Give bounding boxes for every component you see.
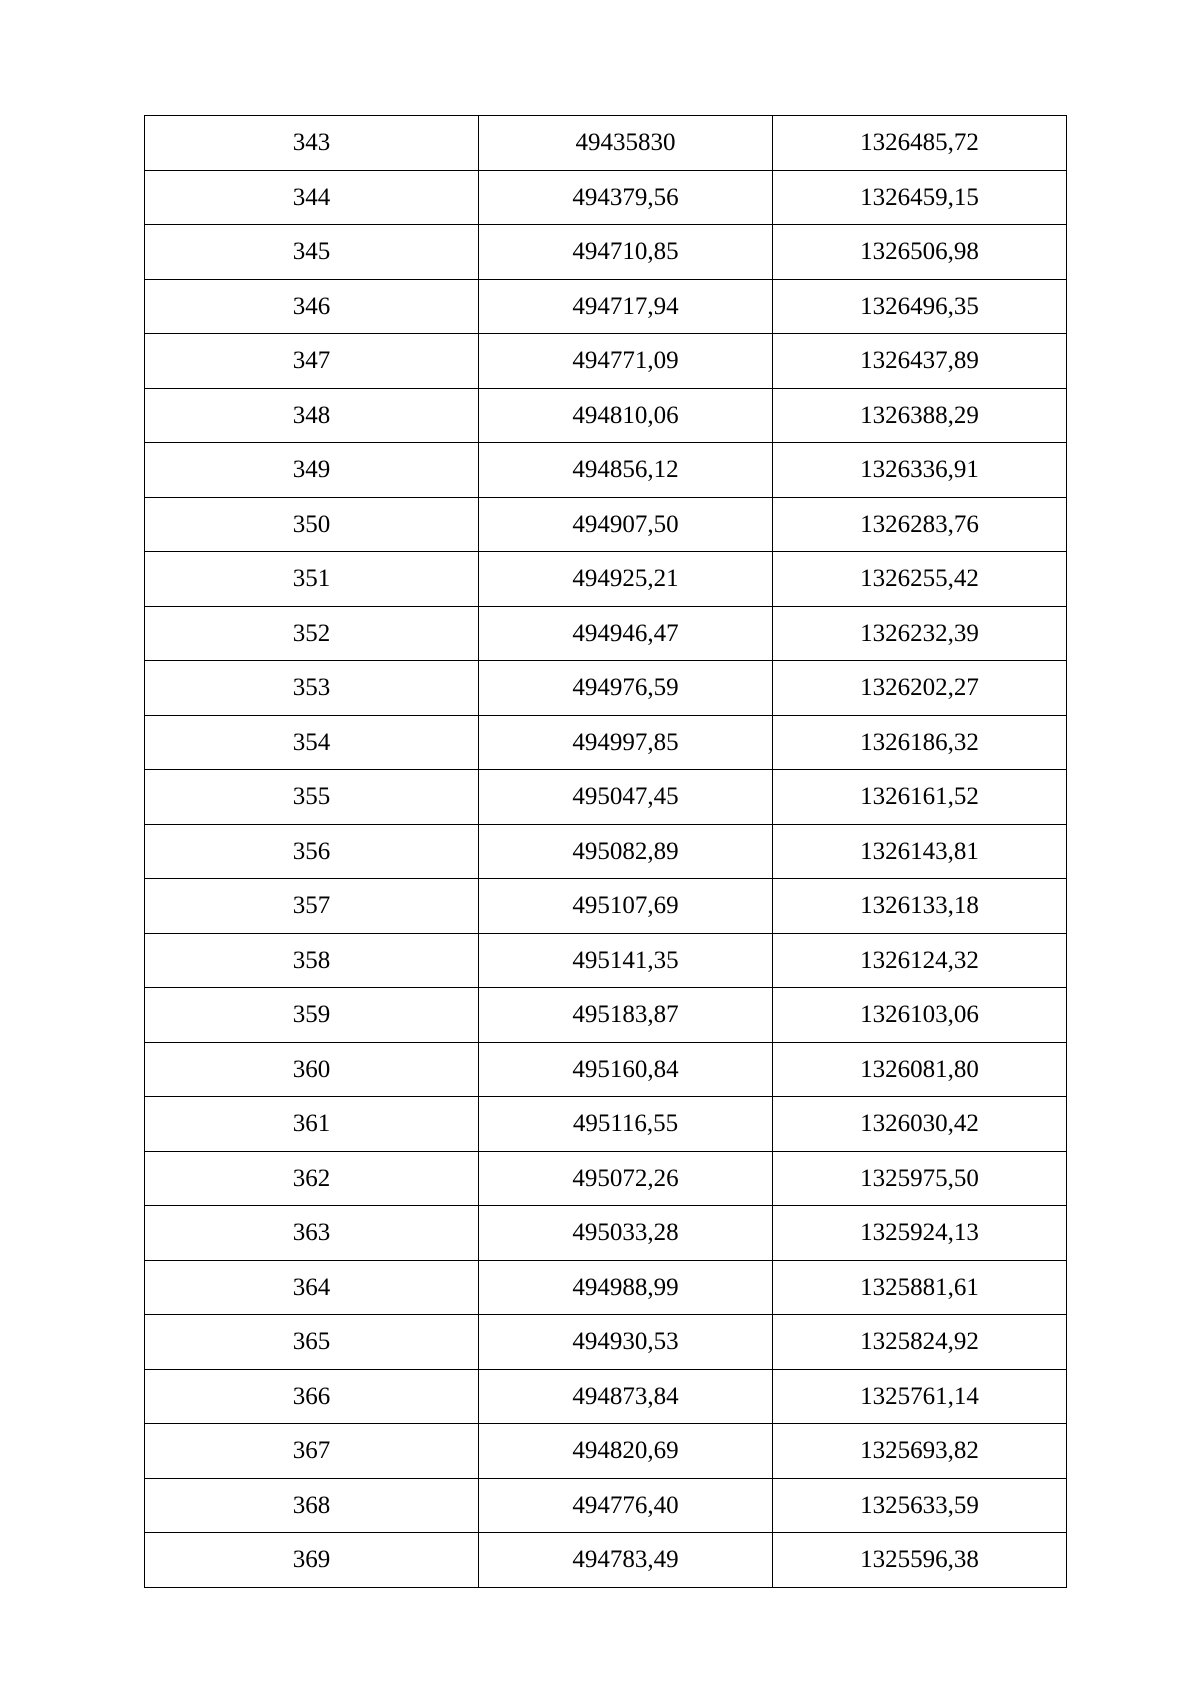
x-coordinate-cell: 495116,55 (479, 1097, 773, 1152)
point-number-cell: 369 (145, 1533, 479, 1588)
point-number-cell: 357 (145, 879, 479, 934)
y-coordinate-cell: 1326496,35 (773, 279, 1067, 334)
y-coordinate-cell: 1326255,42 (773, 552, 1067, 607)
x-coordinate-cell: 494930,53 (479, 1315, 773, 1370)
point-number-cell: 350 (145, 497, 479, 552)
x-coordinate-cell: 494925,21 (479, 552, 773, 607)
table-row (145, 933, 1067, 988)
x-coordinate-cell: 495141,35 (479, 933, 773, 988)
y-coordinate-cell: 1325693,82 (773, 1424, 1067, 1479)
y-coordinate-cell: 1326283,76 (773, 497, 1067, 552)
table-row (145, 443, 1067, 498)
point-number-cell: 360 (145, 1042, 479, 1097)
x-coordinate-cell: 494379,56 (479, 170, 773, 225)
table-row (145, 1424, 1067, 1479)
coordinates-table-body (145, 116, 1067, 1588)
x-coordinate-cell: 495033,28 (479, 1206, 773, 1261)
x-coordinate-cell: 494988,99 (479, 1260, 773, 1315)
point-number-cell: 359 (145, 988, 479, 1043)
y-coordinate-cell: 1325824,92 (773, 1315, 1067, 1370)
y-coordinate-cell: 1326161,52 (773, 770, 1067, 825)
point-number-cell: 353 (145, 661, 479, 716)
table-row (145, 1369, 1067, 1424)
y-coordinate-cell: 1325761,14 (773, 1369, 1067, 1424)
point-number-cell: 362 (145, 1151, 479, 1206)
coordinates-table (144, 115, 1067, 1588)
x-coordinate-cell: 495107,69 (479, 879, 773, 934)
table-row (145, 1478, 1067, 1533)
table-row (145, 497, 1067, 552)
y-coordinate-cell: 1326336,91 (773, 443, 1067, 498)
x-coordinate-cell: 494946,47 (479, 606, 773, 661)
x-coordinate-cell: 494976,59 (479, 661, 773, 716)
y-coordinate-cell: 1325881,61 (773, 1260, 1067, 1315)
point-number-cell: 346 (145, 279, 479, 334)
point-number-cell: 366 (145, 1369, 479, 1424)
table-row (145, 879, 1067, 934)
x-coordinate-cell: 494717,94 (479, 279, 773, 334)
table-row (145, 1206, 1067, 1261)
point-number-cell: 368 (145, 1478, 479, 1533)
y-coordinate-cell: 1326459,15 (773, 170, 1067, 225)
point-number-cell: 343 (145, 116, 479, 171)
table-row (145, 1042, 1067, 1097)
point-number-cell: 355 (145, 770, 479, 825)
table-row (145, 824, 1067, 879)
x-coordinate-cell: 495047,45 (479, 770, 773, 825)
x-coordinate-cell: 495082,89 (479, 824, 773, 879)
x-coordinate-cell: 495072,26 (479, 1151, 773, 1206)
table-row (145, 279, 1067, 334)
table-row (145, 770, 1067, 825)
y-coordinate-cell: 1326081,80 (773, 1042, 1067, 1097)
table-row (145, 552, 1067, 607)
x-coordinate-cell: 49435830 (479, 116, 773, 171)
table-row (145, 334, 1067, 389)
x-coordinate-cell: 494907,50 (479, 497, 773, 552)
y-coordinate-cell: 1325975,50 (773, 1151, 1067, 1206)
x-coordinate-cell: 495183,87 (479, 988, 773, 1043)
table-row (145, 116, 1067, 171)
y-coordinate-cell: 1326437,89 (773, 334, 1067, 389)
point-number-cell: 363 (145, 1206, 479, 1261)
point-number-cell: 358 (145, 933, 479, 988)
y-coordinate-cell: 1326143,81 (773, 824, 1067, 879)
point-number-cell: 365 (145, 1315, 479, 1370)
x-coordinate-cell: 494783,49 (479, 1533, 773, 1588)
table-row (145, 1260, 1067, 1315)
table-row (145, 1533, 1067, 1588)
table-row (145, 388, 1067, 443)
point-number-cell: 345 (145, 225, 479, 280)
x-coordinate-cell: 494810,06 (479, 388, 773, 443)
table-row (145, 225, 1067, 280)
x-coordinate-cell: 494771,09 (479, 334, 773, 389)
table-row (145, 606, 1067, 661)
y-coordinate-cell: 1326232,39 (773, 606, 1067, 661)
table-row (145, 1315, 1067, 1370)
y-coordinate-cell: 1326030,42 (773, 1097, 1067, 1152)
point-number-cell: 344 (145, 170, 479, 225)
x-coordinate-cell: 494776,40 (479, 1478, 773, 1533)
y-coordinate-cell: 1326388,29 (773, 388, 1067, 443)
y-coordinate-cell: 1326186,32 (773, 715, 1067, 770)
y-coordinate-cell: 1326202,27 (773, 661, 1067, 716)
point-number-cell: 351 (145, 552, 479, 607)
y-coordinate-cell: 1326133,18 (773, 879, 1067, 934)
x-coordinate-cell: 495160,84 (479, 1042, 773, 1097)
point-number-cell: 367 (145, 1424, 479, 1479)
x-coordinate-cell: 494873,84 (479, 1369, 773, 1424)
y-coordinate-cell: 1326485,72 (773, 116, 1067, 171)
point-number-cell: 349 (145, 443, 479, 498)
y-coordinate-cell: 1325924,13 (773, 1206, 1067, 1261)
x-coordinate-cell: 494710,85 (479, 225, 773, 280)
table-row (145, 715, 1067, 770)
table-row (145, 170, 1067, 225)
y-coordinate-cell: 1326506,98 (773, 225, 1067, 280)
point-number-cell: 354 (145, 715, 479, 770)
point-number-cell: 356 (145, 824, 479, 879)
point-number-cell: 348 (145, 388, 479, 443)
point-number-cell: 361 (145, 1097, 479, 1152)
point-number-cell: 347 (145, 334, 479, 389)
x-coordinate-cell: 494997,85 (479, 715, 773, 770)
table-row (145, 1151, 1067, 1206)
y-coordinate-cell: 1325633,59 (773, 1478, 1067, 1533)
y-coordinate-cell: 1326124,32 (773, 933, 1067, 988)
y-coordinate-cell: 1325596,38 (773, 1533, 1067, 1588)
table-row (145, 661, 1067, 716)
point-number-cell: 364 (145, 1260, 479, 1315)
point-number-cell: 352 (145, 606, 479, 661)
x-coordinate-cell: 494856,12 (479, 443, 773, 498)
x-coordinate-cell: 494820,69 (479, 1424, 773, 1479)
y-coordinate-cell: 1326103,06 (773, 988, 1067, 1043)
table-row (145, 988, 1067, 1043)
table-row (145, 1097, 1067, 1152)
